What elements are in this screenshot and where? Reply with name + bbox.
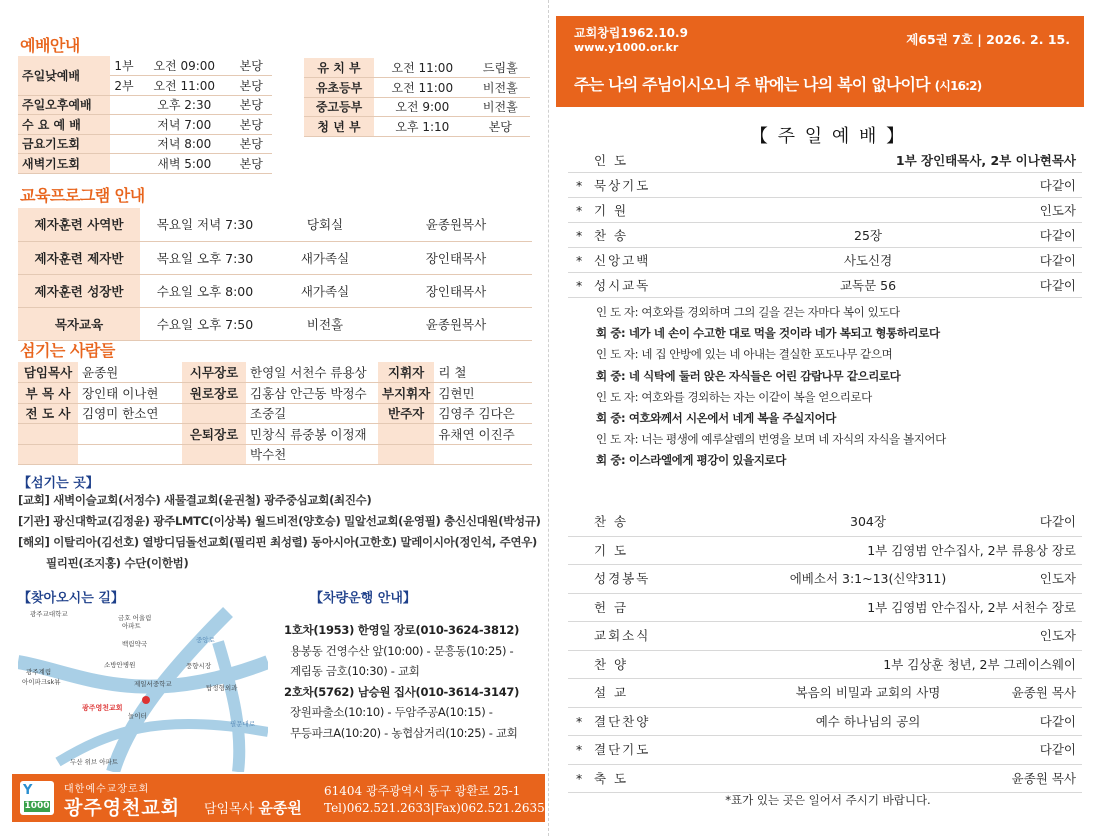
dept-row xyxy=(304,117,530,137)
worship-time: 오전 11:00 xyxy=(138,76,231,96)
worship-name: 금요기도회 xyxy=(18,134,110,154)
order-label: 찬 송 xyxy=(594,514,629,529)
worship-order-top xyxy=(568,148,1082,298)
order-row xyxy=(568,651,1082,680)
program-place: 새가족실 xyxy=(270,274,380,307)
order-label: 찬 송 xyxy=(594,228,629,243)
order-content: 교독문 56 xyxy=(839,278,897,293)
map-label: 제일서중학교 xyxy=(134,680,172,688)
order-person: 다같이 xyxy=(1039,742,1076,757)
dept-name: 청 년 부 xyxy=(304,117,374,137)
servant-names: 윤종원 xyxy=(78,362,182,383)
bus-schedule xyxy=(284,620,546,743)
program-name: 제자훈련 성장반 xyxy=(18,274,140,307)
order-row xyxy=(568,537,1082,566)
order-person: 다같이 xyxy=(1039,228,1076,243)
order-content: 예수 하나님의 공의 xyxy=(815,713,921,729)
church-marker xyxy=(142,696,150,704)
worship-part xyxy=(110,115,138,135)
standing-note: *표가 있는 곳은 일어서 주시기 바랍니다. xyxy=(725,793,931,807)
worship-row xyxy=(18,154,272,174)
order-row xyxy=(568,173,1082,198)
places-line: 필리핀(조지홍) 수단(이한범) xyxy=(46,556,189,570)
worship-time: 오후 2:30 xyxy=(138,95,231,115)
servant-role: 은퇴장로 xyxy=(182,424,246,445)
servant-role: 전 도 사 xyxy=(18,403,78,424)
worship-row xyxy=(18,95,272,115)
worship-place: 본당 xyxy=(231,115,272,135)
order-label: 헌 금 xyxy=(594,599,629,615)
worship-times-title: 예배안내 xyxy=(20,36,80,55)
dept-place: 본당 xyxy=(471,117,530,137)
map-label: 탑정형외과 xyxy=(206,684,238,692)
order-label: 인 도 xyxy=(594,153,629,168)
servant-names: 김영미 한소연 xyxy=(78,403,182,424)
servant-row xyxy=(18,403,532,424)
program-leader: 윤종원목사 xyxy=(380,208,532,241)
location-map xyxy=(18,602,268,772)
reading-line: 인 도 자: 여호와를 경외하며 그의 길을 걷는 자마다 복이 있도다 xyxy=(596,305,900,319)
website-link[interactable]: www.y1000.or.kr xyxy=(574,41,679,54)
order-person: 다같이 xyxy=(1039,278,1076,293)
directions-title: 【찾아오시는 길】 xyxy=(18,591,124,606)
bus-route: 계림동 금호(10:30) - 교회 xyxy=(290,664,420,678)
servant-names: 김현민 xyxy=(434,383,532,404)
reading-line: 인 도 자: 너는 평생에 예루살렘의 번영을 보며 네 자식의 자식을 볼지어다 xyxy=(596,432,946,447)
servant-row xyxy=(18,383,532,404)
places-line: [해외] 이탈리아(김선호) 열방디딤돌선교회(필리핀 최성렬) 동아시아(고한호) 말레이시아(정인석, 주연우) xyxy=(18,535,538,549)
worship-place: 본당 xyxy=(231,154,272,174)
servant-role: 부지휘자 xyxy=(378,383,434,404)
servant-role: 지휘자 xyxy=(378,362,434,383)
servant-names: 장인태 이나현 xyxy=(78,383,182,404)
bus-vehicle: 2호차(5762) 남승원 집사(010-3614-3147) xyxy=(284,684,520,699)
worship-name: 새벽기도회 xyxy=(18,154,110,174)
bulletin-header xyxy=(556,16,1084,107)
map-label: 두산 위브 아파트 xyxy=(70,758,119,766)
map-label: 중앙로 xyxy=(196,636,215,644)
map-label: 금호 어울림 xyxy=(118,614,152,622)
order-label: 찬 양 xyxy=(594,656,629,672)
program-leader: 윤종원목사 xyxy=(380,307,532,340)
servant-names xyxy=(78,424,182,445)
stand-mark: * xyxy=(576,253,583,268)
education-title: 교육프로그램 안내 xyxy=(20,186,145,205)
worship-name: 주일낮예배 xyxy=(18,56,110,95)
order-label: 기 원 xyxy=(594,203,629,218)
established-date: 교회창립1962.10.9 xyxy=(574,26,688,40)
program-place: 당회실 xyxy=(270,208,380,241)
map-label: 소방안병원 xyxy=(104,661,136,669)
reading-line: 회 중: 네 식탁에 둘러 앉은 자식들은 어린 감람나무 같으리로다 xyxy=(596,368,901,383)
servant-role xyxy=(182,444,246,465)
dept-row xyxy=(304,97,530,117)
order-label: 신앙고백 xyxy=(594,253,651,268)
servants-title: 섬기는 사람들 xyxy=(20,341,115,360)
education-row xyxy=(18,274,532,307)
dept-place: 비전홀 xyxy=(471,97,530,117)
worship-part: 2부 xyxy=(110,76,138,96)
order-content: 304장 xyxy=(850,514,886,529)
order-person: 1부 장인태목사, 2부 이나현목사 xyxy=(895,153,1076,168)
stand-mark: * xyxy=(576,770,583,786)
volume-issue: 제65권 7호 | 2026. 2. 15. xyxy=(906,32,1070,47)
dept-place: 비전홀 xyxy=(471,78,530,98)
dept-worship-table xyxy=(304,58,530,137)
order-row xyxy=(568,508,1082,537)
program-name: 제자훈련 제자반 xyxy=(18,241,140,274)
dept-time: 오후 1:10 xyxy=(374,117,471,137)
worship-row xyxy=(18,56,272,76)
order-label: 결단기도 xyxy=(594,742,651,757)
worship-time: 저녁 7:00 xyxy=(138,115,231,135)
map-label: 광주교대학교 xyxy=(30,610,68,618)
worship-row xyxy=(18,115,272,135)
order-label: 설 교 xyxy=(594,685,629,700)
stand-mark: * xyxy=(576,742,583,757)
education-row xyxy=(18,208,532,241)
order-label: 성시교독 xyxy=(594,278,651,293)
servant-role: 시무장로 xyxy=(182,362,246,383)
church-footer xyxy=(12,774,545,822)
worship-time: 오전 09:00 xyxy=(138,56,231,76)
servant-role xyxy=(18,444,78,465)
order-row xyxy=(568,248,1082,273)
order-person: 1부 김영범 안수집사, 2부 류용상 장로 xyxy=(867,542,1076,558)
order-content: 25장 xyxy=(854,228,882,243)
senior-pastor: 담임목사 윤종원 xyxy=(204,799,302,817)
servant-role: 담임목사 xyxy=(18,362,78,383)
order-row xyxy=(568,565,1082,594)
left-page xyxy=(0,0,548,836)
servant-names xyxy=(434,444,532,465)
reading-line: 회 중: 여호와께서 시온에서 네게 복을 주실지어다 xyxy=(596,411,836,426)
servant-role xyxy=(378,424,434,445)
bus-title: 【차량운행 안내】 xyxy=(310,591,416,606)
dept-name: 유초등부 xyxy=(304,78,374,98)
program-place: 비전홀 xyxy=(270,307,380,340)
program-time: 수요일 오후 7:50 xyxy=(140,307,270,340)
dept-place: 드림홀 xyxy=(471,58,530,78)
order-label: 교회소식 xyxy=(594,628,651,643)
worship-place: 본당 xyxy=(231,95,272,115)
program-time: 목요일 저녁 7:30 xyxy=(140,208,270,241)
servant-names xyxy=(78,444,182,465)
map-label: 필문대로 xyxy=(230,720,256,728)
servant-role: 원로장로 xyxy=(182,383,246,404)
reading-line: 회 중: 이스라엘에게 평강이 있을지로다 xyxy=(596,453,786,468)
worship-part xyxy=(110,134,138,154)
church-name: 광주영천교회 xyxy=(64,797,181,819)
order-row xyxy=(568,708,1082,737)
stand-mark: * xyxy=(576,278,583,293)
denomination: 대한예수교장로회 xyxy=(64,784,150,795)
servant-names: 김영주 김다은 xyxy=(434,403,532,424)
stand-mark: * xyxy=(576,228,583,243)
church-phone: Tel)062.521.2633|Fax)062.521.2635 xyxy=(324,801,545,815)
servant-row xyxy=(18,362,532,383)
map-label: 광주계림 xyxy=(26,668,52,676)
program-time: 목요일 오후 7:30 xyxy=(140,241,270,274)
map-label: 광주영천교회 xyxy=(82,704,123,712)
worship-times-table xyxy=(18,56,272,174)
servant-role: 반주자 xyxy=(378,403,434,424)
servant-names: 유채연 이진주 xyxy=(434,424,532,445)
order-person: 윤종원 목사 xyxy=(1011,685,1076,700)
order-label: 축 도 xyxy=(594,770,629,786)
worship-order-bottom xyxy=(568,508,1082,793)
map-label: 백림약국 xyxy=(122,640,148,648)
worship-part: 1부 xyxy=(110,56,138,76)
servants-table xyxy=(18,362,532,465)
places-list xyxy=(18,490,543,574)
servant-names: 한영일 서천수 류용상 xyxy=(246,362,378,383)
worship-place: 본당 xyxy=(231,76,272,96)
order-row xyxy=(568,594,1082,623)
worship-place: 본당 xyxy=(231,56,272,76)
servant-names: 김홍삼 안근동 박정수 xyxy=(246,383,378,404)
worship-name: 수 요 예 배 xyxy=(18,115,110,135)
order-content: 에베소서 3:1~13(신약311) xyxy=(789,571,947,586)
order-label: 결단찬양 xyxy=(594,713,651,729)
servant-role: 부 목 사 xyxy=(18,383,78,404)
order-person: 다같이 xyxy=(1039,253,1076,268)
servant-row xyxy=(18,444,532,465)
servant-names: 박수천 xyxy=(246,444,378,465)
dept-row xyxy=(304,78,530,98)
order-row xyxy=(568,198,1082,223)
places-line: [기관] 광신대학교(김정윤) 광주LMTC(이상복) 월드비전(양호승) 밀알선교회(윤영필) 충신신대원(박성규) xyxy=(18,514,541,528)
order-person: 다같이 xyxy=(1039,514,1076,529)
worship-order-title: 【 주 일 예 배 】 xyxy=(749,126,907,147)
program-leader: 장인태목사 xyxy=(380,241,532,274)
order-label: 성경봉독 xyxy=(594,571,651,586)
reading-line: 인 도 자: 여호와를 경외하는 자는 이같이 복을 얻으리로다 xyxy=(596,389,872,404)
order-person: 윤종원 목사 xyxy=(1011,770,1076,786)
dept-name: 유 치 부 xyxy=(304,58,374,78)
dept-time: 오전 9:00 xyxy=(374,97,471,117)
order-label: 묵상기도 xyxy=(594,178,651,193)
program-leader: 장인태목사 xyxy=(380,274,532,307)
worship-part xyxy=(110,154,138,174)
servant-names: 민창식 류중봉 이정재 xyxy=(246,424,378,445)
order-content: 복음의 비밀과 교회의 사명 xyxy=(795,685,941,700)
responsive-reading xyxy=(596,302,1076,472)
bus-route: 용봉동 건영수산 앞(10:00) - 문흥동(10:25) - xyxy=(290,643,514,658)
dept-row xyxy=(304,58,530,78)
map-label: 아파트 xyxy=(122,622,141,630)
order-person: 1부 김상훈 청년, 2부 그레이스웨이 xyxy=(883,656,1076,672)
servant-names: 조중길 xyxy=(246,403,378,424)
dept-time: 오전 11:00 xyxy=(374,58,471,78)
servant-row xyxy=(18,424,532,445)
order-content: 사도신경 xyxy=(843,253,893,268)
order-person: 인도자 xyxy=(1039,628,1076,643)
worship-row xyxy=(18,134,272,154)
bus-route: 무등파크A(10:20) - 농협삼거리(10:25) - 교회 xyxy=(290,725,518,740)
page-fold xyxy=(548,0,549,836)
program-place: 새가족실 xyxy=(270,241,380,274)
order-person: 1부 김영범 안수집사, 2부 서천수 장로 xyxy=(867,599,1076,615)
map-label: 풍향시장 xyxy=(186,662,212,670)
bus-route: 장원파출소(10:10) - 두암주공A(10:15) - xyxy=(290,705,493,719)
map-label: 놀이터 xyxy=(128,712,147,720)
reading-line: 회 중: 네가 네 손이 수고한 대로 먹을 것이라 네가 복되고 형통하리로다 xyxy=(596,326,940,341)
servant-role xyxy=(182,403,246,424)
education-table xyxy=(18,208,532,341)
order-row xyxy=(568,273,1082,298)
theme-verse: 주는 나의 주님이시오니 주 밖에는 나의 복이 없나이다 (시16:2) xyxy=(574,75,982,94)
dept-name: 중고등부 xyxy=(304,97,374,117)
church-logo: Y 1000 xyxy=(20,781,54,815)
order-row xyxy=(568,679,1082,708)
dept-time: 오전 11:00 xyxy=(374,78,471,98)
order-row xyxy=(568,765,1082,794)
education-row xyxy=(18,307,532,340)
worship-time: 새벽 5:00 xyxy=(138,154,231,174)
map-label: 아이파크sk뷰 xyxy=(22,678,61,686)
right-page xyxy=(556,0,1100,836)
church-address: 61404 광주광역시 동구 광환로 25-1 xyxy=(324,784,521,798)
worship-part xyxy=(110,95,138,115)
program-name: 목자교육 xyxy=(18,307,140,340)
stand-mark: * xyxy=(576,203,583,218)
servant-role xyxy=(378,444,434,465)
places-line: [교회] 새벽이슬교회(서정수) 새물결교회(윤권철) 광주중심교회(최진수) xyxy=(18,493,372,507)
program-time: 수요일 오후 8:00 xyxy=(140,274,270,307)
education-row xyxy=(18,241,532,274)
program-name: 제자훈련 사역반 xyxy=(18,208,140,241)
servant-names: 리 철 xyxy=(434,362,532,383)
order-row xyxy=(568,736,1082,765)
stand-mark: * xyxy=(576,713,583,729)
order-label: 기 도 xyxy=(594,542,629,558)
order-person: 인도자 xyxy=(1039,571,1076,586)
worship-time: 저녁 8:00 xyxy=(138,134,231,154)
worship-place: 본당 xyxy=(231,134,272,154)
servant-role xyxy=(18,424,78,445)
order-person: 인도자 xyxy=(1039,203,1076,218)
stand-mark: * xyxy=(576,178,583,193)
order-row xyxy=(568,622,1082,651)
order-row xyxy=(568,223,1082,248)
bus-vehicle: 1호차(1953) 한영일 장로(010-3624-3812) xyxy=(284,623,520,637)
places-title: 【섬기는 곳】 xyxy=(18,476,99,491)
order-person: 다같이 xyxy=(1039,178,1076,193)
worship-name: 주일오후예배 xyxy=(18,95,110,115)
reading-line: 인 도 자: 네 집 안방에 있는 네 아내는 결실한 포도나무 같으며 xyxy=(596,347,893,362)
order-row xyxy=(568,148,1082,173)
order-person: 다같이 xyxy=(1039,713,1076,729)
